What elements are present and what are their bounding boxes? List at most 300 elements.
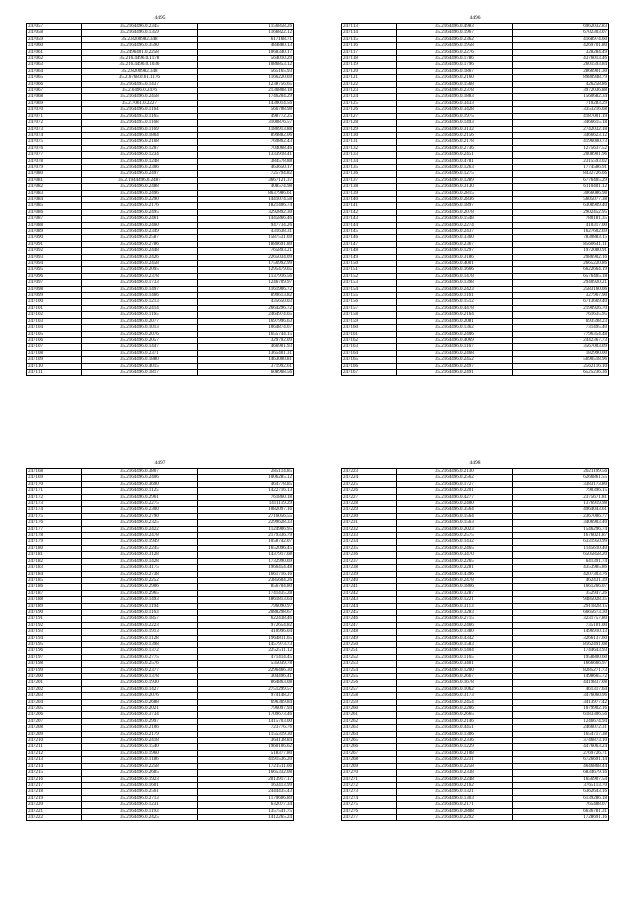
- row-id-cell: 247203: [27, 693, 82, 699]
- row-id-cell: 247222: [27, 814, 82, 820]
- amount-cell: 1156858.26: [198, 24, 294, 30]
- amount-cell: 6962032.83: [513, 24, 609, 30]
- amount-cell: 761860.18: [198, 494, 294, 500]
- code-cell: 35.2164496.0.2156: [396, 132, 513, 138]
- row-id-cell: 247257: [342, 686, 397, 692]
- row-id-cell: 247217: [27, 782, 82, 788]
- row-id-cell: 247267: [342, 750, 397, 756]
- row-id-cell: 247223: [342, 469, 397, 475]
- amount-cell: 2375671.81: [513, 494, 609, 500]
- code-cell: 35.2164496.0.2206: [396, 706, 513, 712]
- row-id-cell: 247135: [342, 164, 397, 170]
- row-id-cell: 247204: [27, 699, 82, 705]
- amount-cell: 1741435.28: [198, 590, 294, 596]
- row-id-cell: 247218: [27, 789, 82, 795]
- amount-cell: 1655744.15: [198, 331, 294, 337]
- amount-cell: 7830883.15: [513, 235, 609, 241]
- row-id-cell: 247211: [27, 744, 82, 750]
- amount-cell: 1728691.16: [513, 814, 609, 820]
- amount-cell: 2136808.18: [198, 88, 294, 94]
- code-cell: 35.2164496.0.2775: [81, 654, 198, 660]
- amount-cell: 617168.71: [198, 36, 294, 42]
- amount-cell: 2296466.30: [198, 667, 294, 673]
- amount-cell: 2385604.26: [198, 577, 294, 583]
- row-id-cell: 247145: [342, 229, 397, 235]
- code-cell: 35.216.4496.0.1036: [81, 62, 198, 68]
- row-id-cell: 247246: [342, 616, 397, 622]
- row-id-cell: 247190: [27, 609, 82, 615]
- amount-cell: 1746204.29: [198, 94, 294, 100]
- row-id-cell: 247143: [342, 216, 397, 222]
- row-id-cell: 247220: [27, 802, 82, 808]
- amount-cell: 1676021.87: [513, 533, 609, 539]
- code-cell: 35.2164496.0.3590: [81, 43, 198, 49]
- amount-cell: 1170606.89: [198, 795, 294, 801]
- code-cell: 35.2164496.0.1359: [81, 30, 198, 36]
- amount-cell: 463650.17: [198, 164, 294, 170]
- amount-cell: 1430014.56: [198, 100, 294, 106]
- row-id-cell: 247129: [342, 126, 397, 132]
- amount-cell: 693598.23: [513, 318, 609, 324]
- row-id-cell: 247073: [27, 126, 82, 132]
- amount-cell: 1697996.63: [198, 318, 294, 324]
- code-cell: 35.2164496.0.1564: [396, 513, 513, 519]
- amount-cell: 3765113.70: [513, 782, 609, 788]
- code-cell: 35.2164496.0.2465: [396, 545, 513, 551]
- row-id-cell: 247164: [342, 350, 397, 356]
- amount-cell: 796097.94: [198, 706, 294, 712]
- code-cell: 35.2164496.0.2178: [396, 139, 513, 145]
- amount-cell: 1411119.29: [198, 501, 294, 507]
- amount-cell: 8560641.11: [513, 241, 609, 247]
- code-cell: 35.2164496.0.2451: [396, 152, 513, 158]
- row-id-cell: 247184: [27, 571, 82, 577]
- code-cell: 35.2164496.0.4001: [396, 261, 513, 267]
- amount-cell: 328284.49: [513, 49, 609, 55]
- amount-cell: 4646868.44: [513, 763, 609, 769]
- row-id-cell: 247060: [27, 43, 82, 49]
- amount-cell: 564010.29: [198, 56, 294, 62]
- amount-cell: 3383173.80: [513, 481, 609, 487]
- amount-cell: 6362643.16: [513, 789, 609, 795]
- row-id-cell: 247255: [342, 674, 397, 680]
- code-cell: 35.2164496.0.2081: [396, 318, 513, 324]
- code-cell: 35.2164496.0.1221: [396, 597, 513, 603]
- amount-cell: 461317.64: [513, 686, 609, 692]
- row-id-cell: 247160: [342, 325, 397, 331]
- amount-cell: 4376013.46: [513, 56, 609, 62]
- code-cell: 35.2164496.0.1378: [81, 674, 198, 680]
- amount-cell: 1972080.91: [513, 248, 609, 254]
- row-id-cell: 247074: [27, 132, 82, 138]
- row-id-cell: 247258: [342, 693, 397, 699]
- code-cell: 35.2164496.0.1967: [396, 30, 513, 36]
- amount-cell: 2265034.09: [198, 254, 294, 260]
- amount-cell: 2088298.67: [198, 609, 294, 615]
- row-id-cell: 247106: [27, 337, 82, 343]
- row-id-cell: 247165: [342, 357, 397, 363]
- code-cell: 35.2164496.0.2497: [81, 171, 198, 177]
- amount-cell: 3466623.12: [513, 132, 609, 138]
- amount-cell: 408574.98: [198, 184, 294, 190]
- row-id-cell: 247079: [27, 164, 82, 170]
- amount-cell: 464778.85: [198, 481, 294, 487]
- row-id-cell: 247170: [27, 481, 82, 487]
- amount-cell: 2742032.18: [513, 126, 609, 132]
- row-id-cell: 247137: [342, 177, 397, 183]
- row-id-cell: 247128: [342, 120, 397, 126]
- amount-cell: 731495.40: [513, 325, 609, 331]
- amount-cell: 1238756.65: [198, 81, 294, 87]
- code-cell: 35.2164496.0.2497: [396, 363, 513, 369]
- amount-cell: 6665673.30: [513, 609, 609, 615]
- row-id-cell: 247263: [342, 725, 397, 731]
- code-cell: 35.2164496.0.1297: [396, 248, 513, 254]
- code-cell: 35.2164496.0.1161: [396, 293, 513, 299]
- row-id-cell: 247158: [342, 312, 397, 318]
- amount-cell: 6266861.55: [513, 475, 609, 481]
- row-id-cell: 247229: [342, 507, 397, 513]
- code-cell: 35.2164496.0.2478: [396, 577, 513, 583]
- code-cell: 35.2164496.0.2252: [81, 577, 198, 583]
- amount-cell: 622438.46: [198, 616, 294, 622]
- amount-cell: 1246674.94: [513, 718, 609, 724]
- row-id-cell: 247121: [342, 75, 397, 81]
- code-cell: 35.2164496.0.3401: [396, 661, 513, 667]
- code-cell: 35.2164496.0.2715: [396, 616, 513, 622]
- code-cell: 35.2164496.0.2422: [81, 526, 198, 532]
- row-id-cell: 247162: [342, 337, 397, 343]
- amount-cell: 2664296.72: [198, 305, 294, 311]
- amount-cell: 2751299.57: [198, 686, 294, 692]
- code-cell: 35.2164496.0.1165: [396, 654, 513, 660]
- row-id-cell: 247098: [27, 286, 82, 292]
- code-cell: 35.2164496.0.2023: [396, 526, 513, 532]
- amount-cell: 1166220.69: [198, 75, 294, 81]
- row-id-cell: 247066: [27, 81, 82, 87]
- code-cell: 35.2164496.0.2345: [81, 24, 198, 30]
- code-cell: 35.2164496.0.2786: [81, 241, 198, 247]
- code-cell: 35.2164496.0.2418: [81, 738, 198, 744]
- code-cell: 35.2164496.0.1883: [396, 94, 513, 100]
- row-id-cell: 247240: [342, 577, 397, 583]
- row-id-cell: 247156: [342, 299, 397, 305]
- amount-cell: 1145610.40: [513, 545, 609, 551]
- amount-cell: 4207303.76: [513, 571, 609, 577]
- row-id-cell: 247206: [27, 712, 82, 718]
- amount-cell: 1960106.62: [198, 744, 294, 750]
- row-id-cell: 247249: [342, 635, 397, 641]
- code-cell: 35.216.4496.0.1178: [81, 56, 198, 62]
- code-cell: 35.2164496.0.1200: [396, 667, 513, 673]
- amount-cell: 2252511.12: [198, 648, 294, 654]
- row-id-cell: 247157: [342, 305, 397, 311]
- amount-cell: 435650.03: [198, 299, 294, 305]
- amount-cell: 1661266.07: [513, 584, 609, 590]
- row-id-cell: 247213: [27, 757, 82, 763]
- amount-cell: 5605077.38: [513, 196, 609, 202]
- row-id-cell: 247256: [342, 680, 397, 686]
- row-id-cell: 247110: [27, 363, 82, 369]
- code-cell: 35.2164496.0.1497: [81, 286, 198, 292]
- row-id-cell: 247082: [27, 184, 82, 190]
- row-id-cell: 247088: [27, 222, 82, 228]
- row-id-cell: 247063: [27, 62, 82, 68]
- amount-cell: 565165.93: [198, 68, 294, 74]
- code-cell: 35.2164496.0.2790: [81, 513, 198, 519]
- code-cell: 35.2164496.0.2461: [81, 216, 198, 222]
- code-cell: 35.2164496.0.2414: [81, 305, 198, 311]
- row-id-cell: 247198: [27, 661, 82, 667]
- code-cell: 35.2164496.0.2290: [81, 196, 198, 202]
- row-id-cell: 247085: [27, 203, 82, 209]
- code-cell: 35.2164496.0.2130: [396, 469, 513, 475]
- code-cell: 35.2164496.0.1960: [81, 750, 198, 756]
- amount-cell: 4353985.86: [513, 565, 609, 571]
- amount-cell: 947734.26: [198, 222, 294, 228]
- amount-cell: 1445866.46: [198, 216, 294, 222]
- code-cell: 35.2164496.0.2562: [396, 475, 513, 481]
- page-4497: [26, 459, 294, 821]
- row-id-cell: 247116: [342, 43, 397, 49]
- row-id-cell: 247069: [27, 100, 82, 106]
- code-cell: 35.2164496.0.2258: [396, 763, 513, 769]
- amount-cell: 1666666.97: [513, 661, 609, 667]
- amount-cell: 3100876.57: [198, 120, 294, 126]
- amount-cell: 2716056.55: [198, 513, 294, 519]
- amount-cell: 2986902.16: [513, 254, 609, 260]
- row-id-cell: 247092: [27, 248, 82, 254]
- amount-cell: 6525236.36: [513, 369, 609, 375]
- code-cell: 35.2164496.0.2292: [396, 814, 513, 820]
- amount-cell: 608968.56: [198, 369, 294, 375]
- amount-cell: 6139286.18: [513, 795, 609, 801]
- code-cell: 35.2164496.0.1548: [396, 216, 513, 222]
- code-cell: 35.2164496.0.1303: [396, 795, 513, 801]
- code-cell: 35.2164496.0.1913: [81, 629, 198, 635]
- row-id-cell: 247272: [342, 782, 397, 788]
- code-cell: 35.2164496.0.2495: [81, 209, 198, 215]
- row-id-cell: 247269: [342, 763, 397, 769]
- code-cell: 35.2164496.0.3360: [396, 235, 513, 241]
- row-id-cell: 247077: [27, 152, 82, 158]
- code-cell: 35.2164496.0.3433: [396, 100, 513, 106]
- code-cell: 35.2164496.0.1186: [81, 757, 198, 763]
- code-cell: 35.2164496.0.4781: [396, 158, 513, 164]
- code-cell: 35.2164496.0.3283: [396, 609, 513, 615]
- amount-cell: 765488.07: [513, 802, 609, 808]
- row-id-cell: 247243: [342, 597, 397, 603]
- row-id-cell: 247097: [27, 280, 82, 286]
- code-cell: 35.2164496.0.1125: [81, 488, 198, 494]
- row-id-cell: 247172: [27, 494, 82, 500]
- table-row: [342, 369, 609, 375]
- row-id-cell: 247167: [342, 369, 397, 375]
- amount-cell: 6183306.56: [513, 712, 609, 718]
- code-cell: 35.2164496.0.1447: [81, 344, 198, 350]
- code-cell: 35.2164496.0.4277: [396, 494, 513, 500]
- row-id-cell: 247171: [27, 488, 82, 494]
- code-cell: 35.2164496.0.1733: [81, 280, 198, 286]
- row-id-cell: 247070: [27, 107, 82, 113]
- amount-cell: 1079902.16: [513, 706, 609, 712]
- amount-cell: 163413.99: [198, 782, 294, 788]
- code-cell: 35.2164496.0.2576: [81, 661, 198, 667]
- row-id-cell: 247209: [27, 731, 82, 737]
- amount-cell: 1560682.34: [513, 94, 609, 100]
- page-title: 4496: [469, 15, 481, 21]
- row-id-cell: 247120: [342, 68, 397, 74]
- amount-cell: 431638.31: [198, 229, 294, 235]
- row-id-cell: 247136: [342, 171, 397, 177]
- amount-cell: 3292892.30: [198, 209, 294, 215]
- code-cell: 35.2.6496.0.2476: [81, 88, 198, 94]
- code-cell: 35.2164496.0.1362: [396, 325, 513, 331]
- row-id-cell: 247236: [342, 552, 397, 558]
- amount-cell: 3406903.40: [513, 520, 609, 526]
- row-id-cell: 247142: [342, 209, 397, 215]
- code-cell: 35.2164496.0.1398: [396, 280, 513, 286]
- amount-cell: 2466072.31: [513, 725, 609, 731]
- amount-cell: 5690518.96: [513, 357, 609, 363]
- code-cell: 35.2164495.0.1437: [81, 81, 198, 87]
- amount-cell: 6622664.19: [513, 267, 609, 273]
- amount-cell: 1958800.60: [513, 654, 609, 660]
- row-id-cell: 247090: [27, 235, 82, 241]
- amount-cell: 1086853.12: [198, 62, 294, 68]
- code-cell: 35.2164496.0.2338: [396, 770, 513, 776]
- row-id-cell: 247245: [342, 609, 397, 615]
- row-id-cell: 247247: [342, 622, 397, 628]
- amount-cell: 2021199.56: [513, 469, 609, 475]
- code-cell: 35.2164496.0.2688: [81, 699, 198, 705]
- amount-cell: 1964811.65: [198, 635, 294, 641]
- amount-cell: 8162491.08: [513, 641, 609, 647]
- amount-cell: 1774586.91: [513, 164, 609, 170]
- amount-cell: 1376919.98: [513, 501, 609, 507]
- amount-cell: 182990.00: [513, 350, 609, 356]
- code-cell: 35.2164496.0.2458: [81, 94, 198, 100]
- amount-cell: 6505858.20: [513, 552, 609, 558]
- row-id-cell: 247159: [342, 318, 397, 324]
- amount-cell: 1415703.00: [198, 718, 294, 724]
- page-4496: [341, 14, 609, 376]
- code-cell: 35.2164496.0.2961: [81, 494, 198, 500]
- row-id-cell: 247111: [27, 369, 82, 375]
- amount-cell: 2583160.06: [513, 286, 609, 292]
- row-id-cell: 247059: [27, 36, 82, 42]
- amount-cell: 1880691.80: [198, 241, 294, 247]
- row-id-cell: 247089: [27, 229, 82, 235]
- code-cell: 35.2164496.0.2258: [81, 763, 198, 769]
- amount-cell: 1546296.74: [513, 526, 609, 532]
- code-cell: 35.2164496.0.1231: [81, 802, 198, 808]
- amount-cell: 6702303.07: [513, 30, 609, 36]
- amount-cell: 632077.34: [198, 802, 294, 808]
- row-id-cell: 247068: [27, 94, 82, 100]
- row-id-cell: 247086: [27, 209, 82, 215]
- code-cell: 35.2164496.0.1321: [396, 789, 513, 795]
- amount-cell: 1412265.24: [198, 814, 294, 820]
- row-id-cell: 247242: [342, 590, 397, 596]
- amount-cell: 3266137.60: [513, 635, 609, 641]
- table-row: [27, 814, 294, 820]
- amount-cell: 725794.82: [198, 171, 294, 177]
- amount-cell: 2769726.71: [513, 750, 609, 756]
- row-id-cell: 247080: [27, 171, 82, 177]
- amount-cell: 535039.78: [198, 661, 294, 667]
- data-table: [341, 468, 609, 821]
- code-cell: 35.2164496.0.2452: [396, 357, 513, 363]
- code-cell: 35.2164496.0.2406: [396, 331, 513, 337]
- amount-cell: 8432726.66: [513, 171, 609, 177]
- code-cell: 35.2164496.0.1666: [396, 267, 513, 273]
- code-cell: 35.2.7061.0.2227: [81, 100, 198, 106]
- amount-cell: 972654.82: [198, 622, 294, 628]
- row-id-cell: 247185: [27, 577, 82, 583]
- row-id-cell: 247119: [342, 62, 397, 68]
- amount-cell: 6576405.18: [513, 273, 609, 279]
- code-cell: 35.2164496.0.2425: [81, 814, 198, 820]
- amount-cell: 3413977.42: [513, 699, 609, 705]
- code-cell: 35.2164496.0.1306: [396, 731, 513, 737]
- amount-cell: 2601593.84: [513, 62, 609, 68]
- code-cell: 35.2164496.0.3173: [396, 693, 513, 699]
- code-cell: 35.2164495.0.1165: [81, 113, 198, 119]
- row-id-cell: 247146: [342, 235, 397, 241]
- code-cell: 35.2164496.0.3470: [396, 552, 513, 558]
- amount-cell: 1498665.72: [513, 674, 609, 680]
- code-cell: 35.2.8200982.348: [81, 36, 198, 42]
- row-id-cell: 247096: [27, 273, 82, 279]
- row-id-cell: 247228: [342, 501, 397, 507]
- row-id-cell: 247210: [27, 738, 82, 744]
- code-cell: 35.2164496.0.2406: [81, 475, 198, 481]
- amount-cell: 4419837.08: [513, 680, 609, 686]
- amount-cell: 7796354.48: [513, 331, 609, 337]
- code-cell: 35.2164496.0.1867: [396, 68, 513, 74]
- code-cell: 35.2164496.0.1493: [81, 597, 198, 603]
- code-cell: 35.2164496.0.3113: [396, 603, 513, 609]
- table-row: [27, 369, 294, 375]
- code-cell: 35.2164496.0.3186: [396, 254, 513, 260]
- amount-cell: 518377.80: [198, 750, 294, 756]
- code-cell: 35.2164496.0.2454: [396, 699, 513, 705]
- row-id-cell: 247100: [27, 299, 82, 305]
- code-cell: 35.2164496.0.1289: [396, 177, 513, 183]
- amount-cell: 3466615.18: [513, 120, 609, 126]
- amount-cell: 1082097.16: [198, 507, 294, 513]
- row-id-cell: 247105: [27, 331, 82, 337]
- code-cell: 35.2164496.0.1958: [396, 43, 513, 49]
- row-id-cell: 247196: [27, 648, 82, 654]
- row-id-cell: 247176: [27, 520, 82, 526]
- page-4498: [341, 459, 609, 821]
- row-id-cell: 247104: [27, 325, 82, 331]
- row-id-cell: 247192: [27, 622, 82, 628]
- amount-cell: 2866901.30: [513, 68, 609, 74]
- amount-cell: 2299628.33: [198, 520, 294, 526]
- code-cell: 35.2164496.0.2665: [396, 712, 513, 718]
- amount-cell: 1295479.65: [198, 267, 294, 273]
- code-cell: 35.2164496.0.1866: [396, 584, 513, 590]
- code-cell: 35.2164496.0.2965: [81, 590, 198, 596]
- row-id-cell: 247117: [342, 49, 397, 55]
- code-cell: 35.2164496.0.4342: [396, 635, 513, 641]
- code-cell: 35.2164496.0.2275: [81, 501, 198, 507]
- row-id-cell: 247087: [27, 216, 82, 222]
- code-cell: 35.2164496.0.2176: [81, 203, 198, 209]
